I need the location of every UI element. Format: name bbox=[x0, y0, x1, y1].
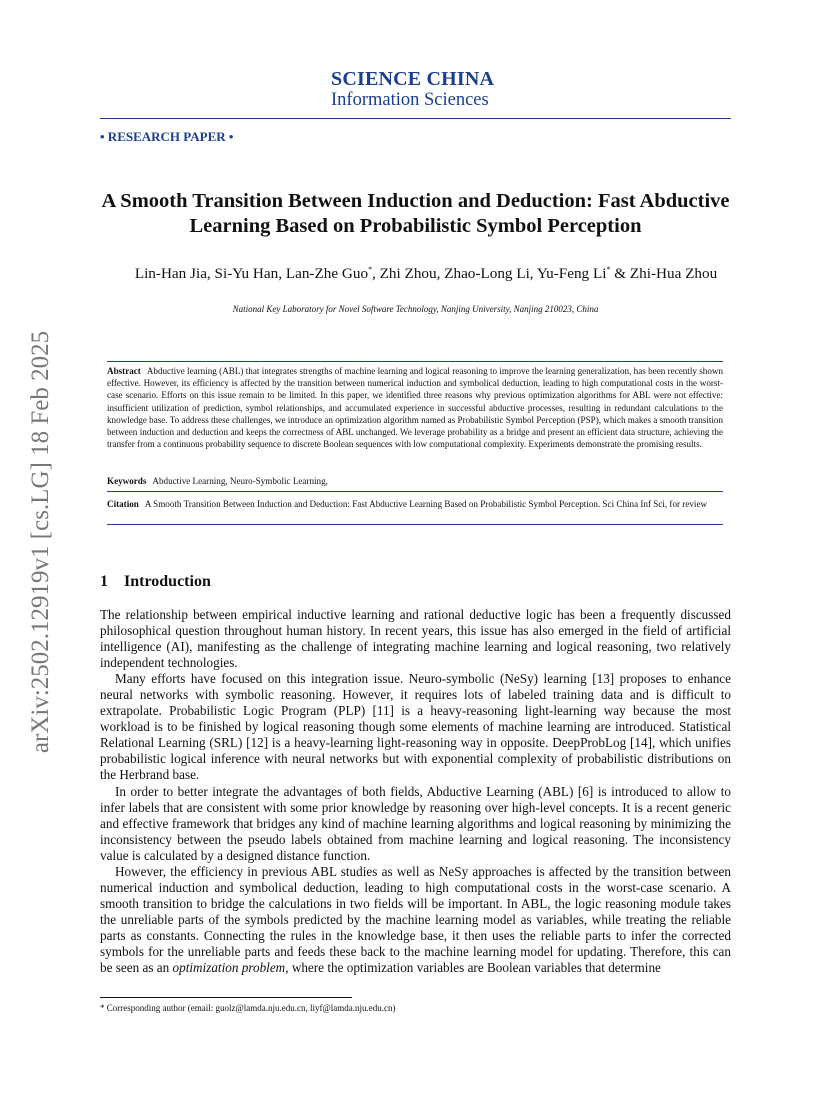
paragraph-4-part-b: , where the optimization variables are Boolean variables that determine bbox=[285, 960, 661, 976]
footnote-rule bbox=[100, 997, 352, 998]
abstract-bottom-rule bbox=[107, 524, 723, 525]
journal-subtitle: Information Sciences bbox=[331, 90, 489, 110]
author-group-1: Lin-Han Jia, Si-Yu Han, Lan-Zhe Guo bbox=[134, 265, 369, 283]
paragraph-3: In order to better integrate the advantages of both fields, Abductive Learning (ABL) [6] is introduced to allow to infer labels that are consistent with some prior knowledge by reasoning over high-level concepts. It is a recent generic and effective framework that bridges any kind of machine learning algorithms and logical reasoning by minimizing the inconsistency between the pseudo labels obtained from machine learning and logical reasoning. The inconsistency value is calculated by a designed distance function. bbox=[100, 783, 731, 863]
keywords-label: Keywords bbox=[107, 476, 147, 486]
keywords-text: Abductive Learning, Neuro-Symbolic Learning, bbox=[152, 476, 328, 486]
paragraph-4 bbox=[100, 864, 731, 976]
abstract-top-rule bbox=[107, 361, 723, 362]
header-rule bbox=[100, 118, 731, 119]
authors bbox=[96, 265, 756, 283]
abstract-label: Abstract bbox=[107, 366, 141, 376]
paragraph-1: The relationship between empirical inductive learning and rational deductive logic has been a frequently discussed philosophical question throughout human history. In recent years, this issue has also emerged in the field of artificial intelligence (AI), manifesting as the challenge of integrating machine learning and logical reasoning, two relatively independent technologies. bbox=[100, 607, 731, 671]
paper-title: A Smooth Transition Between Induction and Deduction: Fast Abductive Learning Based on Probabilistic Symbol Perception bbox=[101, 190, 730, 237]
corresponding-mark-1: * bbox=[368, 265, 373, 274]
paper-type: • RESEARCH PAPER • bbox=[100, 129, 234, 144]
paragraph-2: Many efforts have focused on this integration issue. Neuro-symbolic (NeSy) learning [13] proposes to enhance neural networks with symbolic reasoning. However, it requires lots of labeled training data and is difficult to extrapolate. Probabilistic Logic Program (PLP) [11] is a heavy-reasoning light-learning way because the most workload is to be finished by logical reasoning though some elements of machine learning are introduced. Statistical Relational Learning (SRL) [12] is a heavy-learning light-reasoning way in opposite. DeepProbLog [14], which unifies probabilistic logical inference with neural networks but with exponential complexity of probabilistic distributions on the Herbrand base. bbox=[100, 671, 731, 783]
corresponding-mark-2: * bbox=[606, 265, 611, 274]
abstract bbox=[107, 365, 723, 450]
citation-text: A Smooth Transition Between Induction and Deduction: Fast Abductive Learning Based on Probabilistic Symbol Perception. Sci China Inf Sci, for review bbox=[144, 499, 708, 509]
author-group-2: , Zhi Zhou, Zhao-Long Li, Yu-Feng Li bbox=[372, 265, 607, 283]
author-group-3: & Zhi-Hua Zhou bbox=[610, 265, 718, 283]
paragraph-4-part-a: However, the efficiency in previous ABL studies as well as NeSy approaches is affected by the transition between numerical induction and symbolical deduction, leading to high computational costs in the worst-case scenario. A smooth transition to bridge the calculations in two fields will be important. In ABL, the logic reasoning module takes the unreliable parts of the symbols predicted by the machine learning model as variables, while treating the reliable parts as constants. Connecting the rules in the knowledge base, it then uses the reliable parts to infer the corrected symbols for the unreliable parts and feeds these back to the machine learning model for updating. Therefore, this can be seen as an bbox=[100, 863, 731, 976]
section-heading bbox=[100, 573, 211, 591]
journal-name: SCIENCE CHINA bbox=[331, 68, 495, 90]
body-text bbox=[100, 607, 731, 976]
keywords bbox=[107, 476, 723, 486]
section-title: Introduction bbox=[124, 573, 211, 590]
arxiv-stamp: arXiv:2502.12919v1 [cs.LG] 18 Feb 2025 bbox=[27, 330, 54, 754]
citation-label: Citation bbox=[107, 499, 139, 509]
paragraph-4-emphasis: optimization problem bbox=[172, 960, 286, 976]
citation-rule bbox=[107, 491, 723, 492]
abstract-text: Abductive learning (ABL) that integrates strengths of machine learning and logical reasoning to improve the learning generalization, has been recently shown effective. However, its efficiency is affected by the transition between numerical induction and symbolical deduction, leading to high computational costs in the worst-case scenario. Efforts on this issue remain to be limited. In this paper, we identified three reasons why previous optimization algorithms for ABL were not effective: insufficient utilization of prediction, symbol relationships, and accumulated experience in successful abductive processes, resulting in redundant calculations to the knowledge base. To address these challenges, we introduce an optimization algorithm named as Probabilistic Symbol Perception (PSP), which makes a smooth transition between induction and deduction and keeps the correctness of ABL unchanged. We leverage probability as a bridge and present an efficient data structure, achieving the transfer from a continuous probability sequence to discrete Boolean sequences with low computational complexity. Experiments demonstrate the promising results. bbox=[107, 366, 723, 450]
citation bbox=[107, 498, 723, 510]
section-number: 1 bbox=[100, 573, 108, 590]
footnote: * Corresponding author (email: guolz@lamda.nju.edu.cn, liyf@lamda.nju.edu.cn) bbox=[100, 1003, 396, 1013]
affiliation: National Key Laboratory for Novel Software Technology, Nanjing University, Nanjing 210023, China bbox=[232, 304, 599, 314]
